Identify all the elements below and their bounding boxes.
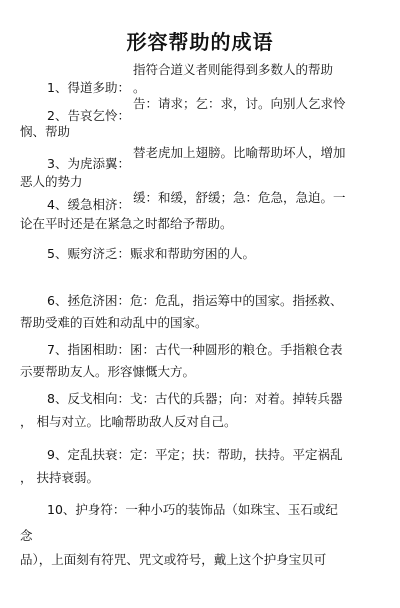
entry-number: 9、 [47, 447, 68, 462]
entry-7-continuation: 示要帮助友人。形容慷慨大方。 [20, 364, 196, 379]
entry-term: 缓急相济： [67, 197, 130, 212]
entry-definition: 定：平定；扶：帮助，扶持。平定祸乱 [129, 447, 343, 462]
entry-definition: 赈求和帮助穷困的人。 [129, 246, 255, 261]
entry-number: 10、 [47, 502, 76, 517]
entry-7-heading [47, 342, 342, 358]
entry-4-definition-line-1: 缓：和缓，舒缓；急：危急，急迫。一 [133, 190, 346, 205]
entry-definition: 危：危乱，指运筹中的国家。指拯救、 [129, 293, 343, 308]
entry-10-continuation-1: 念 [20, 528, 33, 543]
entry-term: 指囷相助： [67, 342, 130, 357]
entry-2-heading [47, 108, 130, 124]
entry-number: 4、 [47, 197, 68, 212]
entry-definition: 囷：古代一种圆形的粮仓。手指粮仓表 [129, 342, 343, 357]
entry-2-definition-line-1: 告：请求；乞：求，讨。向别人乞求怜 [133, 96, 346, 111]
entry-number: 2、 [47, 108, 68, 123]
entry-definition: 一种小巧的装饰品（如珠宝、玉石或纪 [125, 502, 338, 517]
entry-2-continuation: 悯、帮助 [20, 124, 71, 139]
entry-term: 拯危济困： [67, 293, 130, 308]
entry-number: 1、 [47, 80, 68, 95]
entry-8-continuation: ， 相与对立。比喻帮助敌人反对自己。 [20, 414, 237, 429]
entry-10-continuation-2: 品），上面刻有符咒、咒文或符号，戴上这个护身宝贝可 [20, 552, 327, 567]
entry-term: 赈穷济乏： [67, 246, 130, 261]
entry-term: 护身符： [75, 502, 126, 517]
entry-definition: 戈：古代的兵器；向：对着。掉转兵器 [129, 391, 343, 406]
entry-3-continuation: 恶人的势力 [20, 174, 83, 189]
entry-number: 5、 [47, 246, 68, 261]
entry-9-continuation: ， 扶持衰弱。 [20, 470, 99, 485]
entry-4-heading [47, 197, 130, 213]
entry-10-heading [47, 502, 338, 518]
entry-number: 3、 [47, 156, 68, 171]
entry-term: 为虎添翼： [67, 156, 130, 171]
entry-1-heading [47, 80, 130, 96]
entry-6-continuation: 帮助受难的百姓和动乱中的国家。 [20, 315, 208, 330]
entry-6-heading [47, 293, 342, 309]
entry-3-definition-line-1: 替老虎加上翅膀。比喻帮助坏人，增加 [133, 145, 346, 160]
entry-number: 8、 [47, 391, 68, 406]
page-title: 形容帮助的成语 [126, 30, 274, 54]
entry-term: 反戈相向： [67, 391, 130, 406]
entry-8-heading [47, 391, 342, 407]
entry-3-heading [47, 156, 130, 172]
entry-1-definition-line-1: 指符合道义者则能得到多数人的帮助 [133, 62, 334, 77]
entry-4-continuation: 论在平时还是在紧急之时都给予帮助。 [20, 216, 233, 231]
entry-term: 定乱扶衰： [67, 447, 130, 462]
entry-1-definition-line-2: 。 [133, 80, 146, 95]
entry-5-heading [47, 246, 255, 262]
entry-number: 6、 [47, 293, 68, 308]
entry-term: 告哀乞怜： [67, 108, 130, 123]
entry-9-heading [47, 447, 342, 463]
entry-number: 7、 [47, 342, 68, 357]
entry-term: 得道多助： [67, 80, 130, 95]
